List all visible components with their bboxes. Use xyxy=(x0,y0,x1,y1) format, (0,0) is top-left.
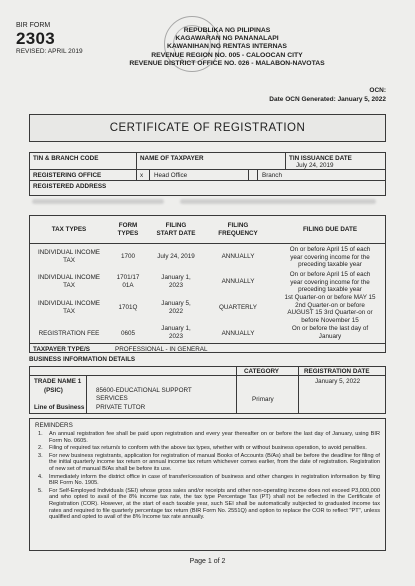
tax-table-header xyxy=(30,216,385,244)
form-type-cell: 1701/17 01A xyxy=(116,274,140,289)
form-number: 2303 xyxy=(16,29,56,48)
issuance-date-value: July 24, 2019 xyxy=(296,162,334,169)
line-of-business-label: Line of Business xyxy=(34,404,85,411)
psic-label: (PSIC) xyxy=(44,387,63,394)
divider xyxy=(236,376,237,413)
issuance-date-label: TIN ISSUANCE DATE xyxy=(289,155,352,162)
divider xyxy=(136,153,137,169)
divider xyxy=(298,367,299,375)
divider xyxy=(236,367,237,375)
divider xyxy=(298,376,299,413)
filing-start-cell: July 24, 2019 xyxy=(157,253,195,260)
category-value: Primary xyxy=(252,396,274,403)
tax-types-table xyxy=(29,215,386,353)
reminder-item: 2. Filing of required tax return/s to conform with the above tax types, whether with or without business operation, to avoid penalties. xyxy=(38,445,367,452)
agency-line-3: KAWANIHAN NG RENTAS INTERNAS xyxy=(167,43,287,51)
form-type-cell: 0605 xyxy=(120,330,135,337)
taxpayer-name-label: NAME OF TAXPAYER xyxy=(140,155,204,162)
tax-type-cell: INDIVIDUAL INCOME TAX xyxy=(37,274,101,289)
header-filing-start: FILING START DATE xyxy=(156,222,196,237)
reminder-item: 3. For new business registrants, application for registration of manual Books of Accounts (B/As) shall be before the deadline for filing of the initial quarterly income tax return or annual income tax return whichever comes earlier, from the date of registration. Registration of new set of manual B/As shall be before its use. xyxy=(38,452,380,472)
divider xyxy=(136,170,137,180)
registration-date-label: REGISTRATION DATE xyxy=(304,368,370,375)
frequency-cell: ANNUALLY xyxy=(221,253,255,260)
registration-row-address xyxy=(30,181,385,196)
taxpayer-type-label: TAXPAYER TYPE/S xyxy=(33,346,90,353)
certificate-title-box xyxy=(29,114,386,142)
due-date-cell: On or before April 15 of each year covering income for the preceding taxable year xyxy=(289,246,371,268)
registration-row-header xyxy=(30,153,385,170)
psic-value: 85600-EDUCATIONAL SUPPORT SERVICES xyxy=(96,387,192,402)
registration-row-office xyxy=(30,170,385,181)
registration-table xyxy=(29,152,386,196)
reminders-title: REMINDERS xyxy=(35,422,73,429)
filing-start-cell: January 5, 2022 xyxy=(161,300,191,315)
reminders-list xyxy=(35,431,380,521)
page-number: Page 1 of 2 xyxy=(189,558,226,565)
tax-type-cell: INDIVIDUAL INCOME TAX xyxy=(37,249,101,264)
tax-type-cell: INDIVIDUAL INCOME TAX xyxy=(37,300,101,315)
certificate-title: CERTIFICATE OF REGISTRATION xyxy=(109,122,306,134)
reminder-item: 5. For Self-Employed Individuals (SEI) whose gross sales and/or receipts and other non-operating income does not exceed P3,000,000 and who opted to avail of the 8% income tax rate, the tax type Percentage Tax (PT) shall not be reflected in the Certificate of Registration (COR). However, at the start of each taxable year, such SEI shall be automatically subjected to graduated income tax rates and required to file quarterly percentage tax return (BIR Form No. 2551Q) and option to replace the COR to reflect "PT", unless qualified and opted to avail of the 8% Income tax rate annually. xyxy=(38,487,380,521)
divider xyxy=(86,376,87,413)
frequency-cell: ANNUALLY xyxy=(221,330,255,337)
due-date-cell: 1st Quarter-on or before MAY 15 2nd Quarter-on or before AUGUST 15 3rd Quarter-on or before November 15 xyxy=(284,294,376,324)
ocn-label: OCN: xyxy=(369,87,386,94)
head-office-checkmark: x xyxy=(140,172,144,179)
trade-name-label: TRADE NAME 1 xyxy=(34,378,82,385)
tax-type-cell: REGISTRATION FEE xyxy=(38,330,100,337)
form-type-cell: 1701Q xyxy=(118,304,138,311)
form-revised-date: REVISED: APRIL 2019 xyxy=(16,48,83,55)
header-filing-frequency: FILING FREQUENCY xyxy=(218,222,258,237)
header-form-types: FORM TYPES xyxy=(117,222,139,237)
frequency-cell: QUARTERLY xyxy=(219,304,257,311)
registered-address-label: REGISTERED ADDRESS xyxy=(33,183,107,190)
category-label: CATEGORY xyxy=(244,368,279,375)
header-filing-due: FILING DUE DATE xyxy=(302,226,358,233)
head-office-label: Head Office xyxy=(154,172,188,179)
reminder-item: 1. An annual registration fee shall be paid upon registration and every year thereafter on or before the last day of January, using BIR Form No. 0605. xyxy=(38,431,380,444)
filing-start-cell: January 1, 2023 xyxy=(161,325,191,340)
registering-office-label: REGISTERING OFFICE xyxy=(33,172,102,179)
business-header-strip xyxy=(30,367,385,376)
divider xyxy=(285,153,286,169)
divider xyxy=(257,170,258,180)
redacted-address xyxy=(32,199,164,204)
ocn-block xyxy=(250,87,386,104)
reminders-box xyxy=(29,418,386,551)
agency-line-1: REPUBLIKA NG PILIPINAS xyxy=(183,27,271,34)
taxpayer-type-value: PROFESSIONAL - IN GENERAL xyxy=(115,346,208,353)
divider xyxy=(248,170,249,180)
registration-date-value: January 5, 2022 xyxy=(315,378,361,385)
taxpayer-type-row xyxy=(30,343,385,354)
reminder-item: 4. Immediately inform the district office in case of transfer/cessation of business and other changes in registration information by filing BIR Form No. 1905. xyxy=(38,473,380,487)
form-label: BIR FORM xyxy=(16,22,51,29)
filing-start-cell: January 1, 2023 xyxy=(161,274,191,289)
branch-label: Branch xyxy=(262,172,282,179)
form-type-cell: 1700 xyxy=(120,253,135,260)
business-section-title: BUSINESS INFORMATION DETAILS xyxy=(29,356,136,363)
redacted-address xyxy=(180,199,376,204)
divider xyxy=(149,170,150,180)
due-date-cell: On or before the last day of January xyxy=(291,325,369,340)
form-id-block xyxy=(16,22,83,56)
agency-line-5: REVENUE DISTRICT OFFICE NO. 026 - MALABON-NAVOTAS xyxy=(129,59,325,67)
business-table xyxy=(29,366,386,414)
ocn-date: Date OCN Generated: January 5, 2022 xyxy=(269,95,386,103)
frequency-cell: ANNUALLY xyxy=(221,278,255,285)
header-tax-types: TAX TYPES xyxy=(51,226,87,233)
line-of-business-value: PRIVATE TUTOR xyxy=(96,404,146,411)
due-date-cell: On or before April 15 of each year covering income for the preceding taxable year xyxy=(289,271,371,293)
agency-header xyxy=(96,27,358,68)
tin-branch-label: TIN & BRANCH CODE xyxy=(33,155,99,162)
agency-line-2: KAGAWARAN NG PANANALAPI xyxy=(175,35,279,43)
agency-line-4: REVENUE REGION NO. 005 - CALOOCAN CITY xyxy=(151,51,303,59)
